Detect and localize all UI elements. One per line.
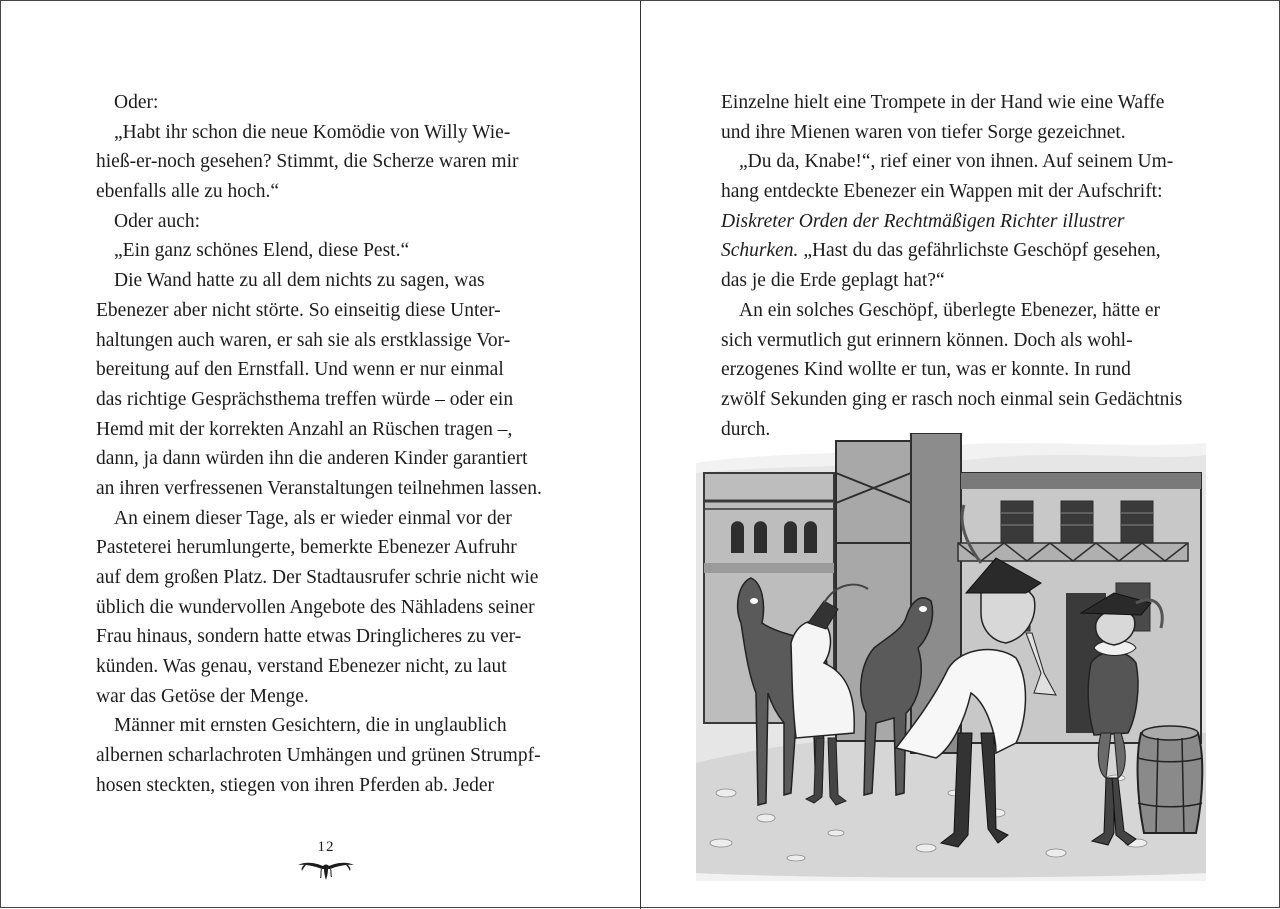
text-line: albernen scharlachroten Umhängen und grünen Strumpf- [96,745,541,767]
text-line: durch. [721,418,771,440]
text-line: „Ein ganz schönes Elend, diese Pest.“ [114,240,410,262]
text-line: das je die Erde geplagt hat?“ [721,270,945,292]
text-line: war das Getöse der Menge. [96,685,309,707]
right-page-text [721,88,1201,444]
text-line: Diskreter Orden der Rechtmäßigen Richter illustrer [721,210,1125,232]
text-line: erzogenes Kind wollte er tun, was er konnte. In rund [721,359,1131,381]
text-line: zwölf Sekunden ging er rasch noch einmal sein Gedächtnis [721,388,1183,410]
text-line: hieß-er-noch gesehen? Stimmt, die Scherze waren mir [96,151,519,173]
text-line: an ihren verfressenen Veranstaltungen teilnehmen lassen. [96,477,542,499]
text-line: das richtige Gesprächsthema treffen würde – oder ein [96,388,514,410]
page-number: 12 [317,839,335,855]
text-line: Ebenezer aber nicht störte. So einseitig diese Unter- [96,299,501,321]
text-line: Männer mit ernsten Gesichtern, die in unglaublich [114,715,507,737]
town-square-illustration [696,433,1206,881]
text-line: hang entdeckte Ebenezer ein Wappen mit der Aufschrift: [721,181,1163,203]
text-line: Einzelne hielt eine Trompete in der Hand wie eine Waffe [721,92,1165,113]
text-line: hosen steckten, stiegen von ihren Pferden ab. Jeder [96,774,494,796]
text-line: An ein solches Geschöpf, überlegte Ebenezer, hätte er [739,299,1160,321]
text-line: bereitung auf den Ernstfall. Und wenn er nur einmal [96,359,504,381]
text-line: Oder: [114,92,159,113]
text-line: dann, ja dann würden ihn die anderen Kinder garantiert [96,448,528,470]
ornament-icon [296,857,356,883]
text-line: Oder auch: [114,210,201,232]
text-line: sich vermutlich gut erinnern können. Doch als wohl- [721,329,1133,351]
text-line: „Habt ihr schon die neue Komödie von Willy Wie- [114,121,511,143]
text-line [721,236,1201,266]
left-page-text [96,88,566,801]
text-line: Hemd mit der korrekten Anzahl an Rüschen tragen –, [96,418,513,440]
text-line: Frau hinaus, sondern hatte etwas Dringlicheres zu ver- [96,626,522,648]
text-line: ebenfalls alle zu hoch.“ [96,181,279,203]
left-page [1,1,640,909]
right-page [641,1,1280,909]
text-line: haltungen auch waren, er sah sie als erstklassige Vor- [96,329,511,351]
text-line: „Du da, Knabe!“, rief einer von ihnen. Auf seinem Um- [739,151,1174,173]
text-line: Die Wand hatte zu all dem nichts zu sagen, was [114,270,485,292]
text-line: künden. Was genau, verstand Ebenezer nicht, zu laut [96,656,507,678]
text-line: Pasteterei herumlungerte, bemerkte Ebenezer Aufruhr [96,537,517,559]
text-line: üblich die wundervollen Angebote des Nähladens seiner [96,596,535,618]
text-line: auf dem großen Platz. Der Stadtausrufer schrie nicht wie [96,567,539,588]
text-line: und ihre Mienen waren von tiefer Sorge gezeichnet. [721,121,1126,143]
italic-text: Schurken. [721,240,799,262]
text-line: An einem dieser Tage, als er wieder einmal vor der [114,507,512,529]
page-folio [291,837,361,883]
text-fragment: „Hast du das gefährlichste Geschöpf gesehen, [798,240,1161,262]
